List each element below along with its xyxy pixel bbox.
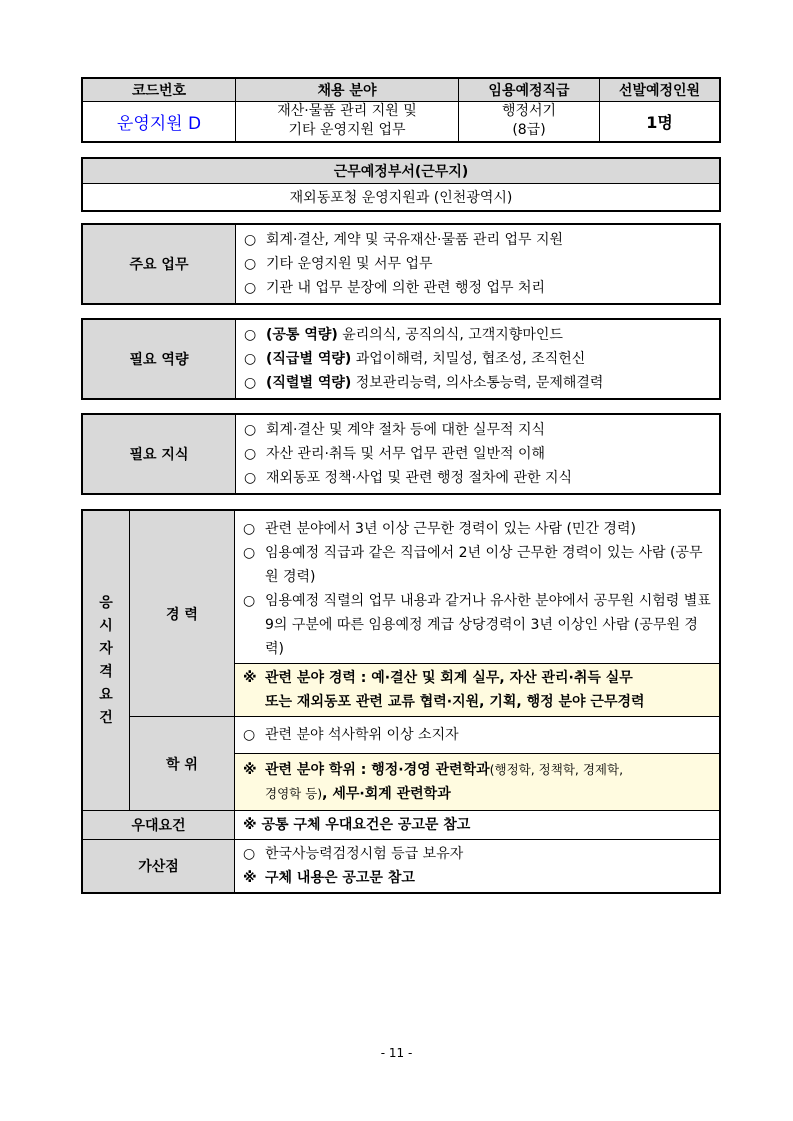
- list-item: ○ 회계·결산 및 계약 절차 등에 대한 실무적 지식: [244, 422, 546, 438]
- knowledge-list: [236, 414, 721, 494]
- page-number: - 11 -: [380, 1046, 413, 1060]
- dept-value: 재외동포청 운영지원과 (인천광역시): [82, 184, 720, 212]
- list-item: ○ 한국사능력검정시험 등급 보유자: [243, 846, 464, 862]
- list-item: ○ 기타 운영지원 및 서무 업무: [244, 256, 433, 272]
- dept-table: [81, 157, 721, 212]
- preference-label: 우대요건: [82, 811, 235, 840]
- competency-label: 필요 역량: [82, 319, 236, 399]
- duties-list: [236, 224, 721, 304]
- list-item: ○ 재외동포 정책·사업 및 관련 행정 절차에 관한 지식: [244, 470, 573, 486]
- list-item: ○ 기관 내 업무 분장에 의한 관련 행정 업무 처리: [244, 280, 546, 296]
- col-field: 채용 분야: [236, 78, 459, 102]
- grade-value: 행정서기 (8급): [459, 102, 600, 142]
- experience-label: 경 력: [130, 510, 235, 717]
- count-value: 1명: [600, 102, 721, 142]
- knowledge-label: 필요 지식: [82, 414, 236, 494]
- code-value: 운영지원 D: [82, 102, 236, 142]
- col-grade: 임용예정직급: [459, 78, 600, 102]
- bonus-note: ※ 구체 내용은 공고문 참고: [243, 870, 415, 886]
- list-item: ○ 자산 관리·취득 및 서무 업무 관련 일반적 이해: [244, 446, 546, 462]
- knowledge-table: [81, 413, 721, 495]
- list-item: ○ 관련 분야 석사학위 이상 소지자: [243, 727, 459, 743]
- experience-list: [235, 510, 721, 664]
- bonus-label: 가산점: [82, 840, 235, 894]
- list-item: ○ (직급별 역량) 과업이해력, 치밀성, 협조성, 조직헌신: [244, 351, 586, 367]
- field-value: 재산·물품 관리 지원 및 기타 운영지원 업무: [236, 102, 459, 142]
- col-code: 코드번호: [82, 78, 236, 102]
- dept-title: 근무예정부서(근무지): [82, 158, 720, 184]
- header-table: [81, 77, 721, 143]
- list-item: ○ 임용예정 직렬의 업무 내용과 같거나 유사한 분야에서 공무원 시험령 별표 9의 구분에 따른 임용예정 계급 상당경력이 3년 이상인 사람 (공무원 경력): [243, 593, 711, 657]
- competency-list: [236, 319, 721, 399]
- qualification-table: [81, 509, 721, 894]
- col-count: 선발예정인원: [600, 78, 721, 102]
- duties-label: 주요 업무: [82, 224, 236, 304]
- bonus-content: [235, 840, 721, 894]
- list-item: ○ 회계·결산, 계약 및 국유재산·물품 관리 업무 지원: [244, 232, 564, 248]
- degree-note: ※ 관련 분야 학위 : 행정·경영 관련학과(행정학, 정책학, 경제학, 경영학 등), 세무·회계 관련학과: [235, 754, 721, 811]
- degree-label: 학 위: [130, 717, 235, 811]
- qualification-label: 응 시 자 격 요 건: [82, 510, 130, 811]
- duties-table: [81, 223, 721, 305]
- experience-note: ※ 관련 분야 경력 : 예·결산 및 회계 실무, 자산 관리·취득 실무 또는 재외동포 관련 교류 협력·지원, 기획, 행정 분야 근무경력: [235, 664, 721, 717]
- competency-table: [81, 318, 721, 400]
- degree-list: [235, 717, 721, 754]
- list-item: ○ (직렬별 역량) 정보관리능력, 의사소통능력, 문제해결력: [244, 375, 604, 391]
- list-item: ○ (공통 역량) 윤리의식, 공직의식, 고객지향마인드: [244, 327, 563, 343]
- preference-text: ※ 공통 구체 우대요건은 공고문 참고: [235, 811, 721, 840]
- list-item: ○ 임용예정 직급과 같은 직급에서 2년 이상 근무한 경력이 있는 사람 (공무원 경력): [243, 545, 703, 585]
- list-item: ○ 관련 분야에서 3년 이상 근무한 경력이 있는 사람 (민간 경력): [243, 521, 636, 537]
